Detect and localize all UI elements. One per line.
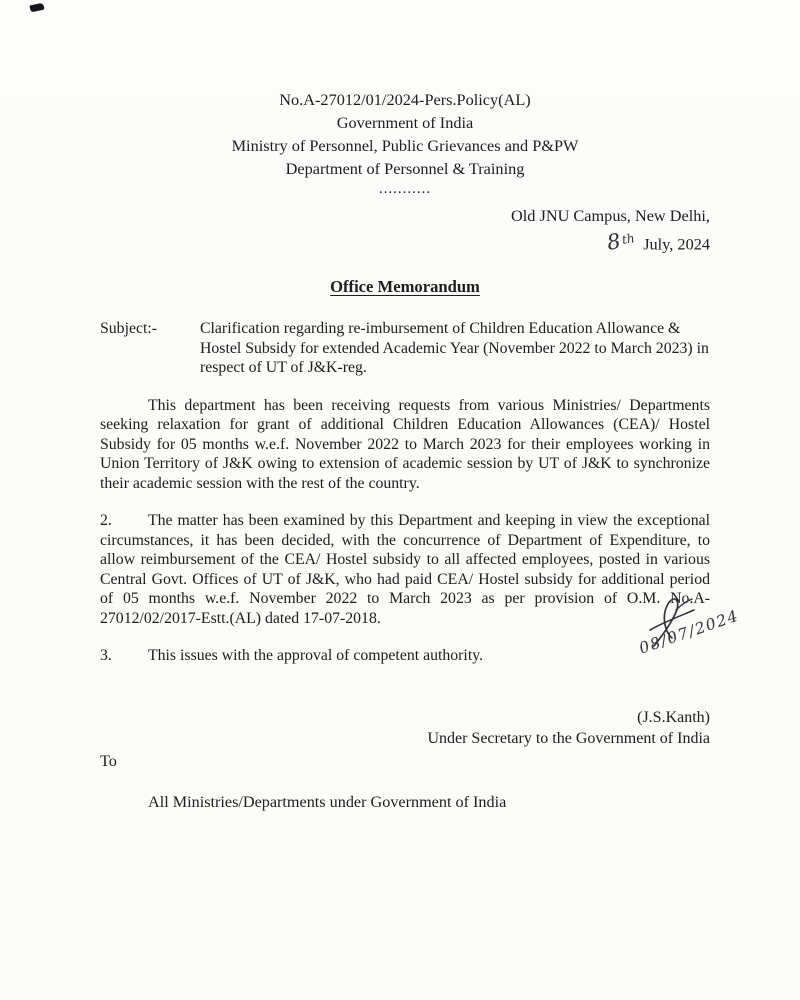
- date-text: July, 2024: [643, 234, 710, 254]
- recipient-line: All Ministries/Departments under Government of India: [148, 793, 507, 812]
- paragraph-1: This department has been receiving requests from various Ministries/ Departments seeking relaxation for grant of additional Children Education Allowances (CEA)/ Hostel Subsidy for 05 months w.e.f. November 2022 to March 2023 for their employees working in Union Territory of J&K owing to extension of academic session by UT of J&K to synchronize their academic session with the rest of the country.: [100, 396, 710, 492]
- document-title: Office Memorandum: [330, 277, 480, 297]
- org-department-line: Department of Personnel & Training: [285, 159, 525, 178]
- subject-text: Clarification regarding re-imbursement of Children Education Allowance & Hostel Subsidy for extended Academic Year (November 2022 to March 2023) in respect of UT of J&K-reg.: [200, 320, 709, 377]
- paragraph-3-number: 3.: [100, 647, 112, 665]
- handwritten-day-suffix: th: [620, 231, 636, 247]
- paragraph-2-text: The matter has been examined by this Department and keeping in view the exceptional circumstances, it has been decided, with the concurrence of Department of Expenditure, to allow reimbursement of the CEA/ Hostel subsidy to all affected employees, posted in various Central Govt. Offices of UT of J&K, who had paid CEA/ Hostel subsidy for additional period of 05 months w.e.f. November 2022 to March 2023 as per provision of O.M. No.A-27012/02/2017-Estt.(AL) dated 17-07-2018.: [100, 512, 710, 627]
- subject-label: Subject:-: [100, 320, 158, 338]
- subject-block: [100, 319, 710, 378]
- signature-block: [612, 592, 797, 677]
- paragraph-3-text: This issues with the approval of competent authority.: [148, 647, 484, 665]
- handwritten-day: 8: [605, 229, 623, 256]
- place-date-block: [100, 205, 710, 255]
- org-government-line: Government of India: [336, 113, 474, 132]
- org-ministry-line: Ministry of Personnel, Public Grievances and P&PW: [231, 136, 579, 155]
- scan-artifact: [29, 3, 44, 13]
- signatory-block: [100, 707, 710, 749]
- signatory-name: (J.S.Kanth): [637, 708, 710, 726]
- dotted-separator: ...........: [378, 181, 432, 197]
- reference-number: No.A-27012/01/2024-Pers.Policy(AL): [279, 90, 531, 109]
- to-label: To: [100, 751, 117, 770]
- handwritten-signature-date: 08/07/2024: [636, 606, 742, 658]
- date-line: [100, 228, 710, 255]
- signatory-title: Under Secretary to the Government of India: [427, 729, 710, 747]
- place-line: Old JNU Campus, New Delhi,: [511, 206, 710, 225]
- document-title-row: [100, 276, 710, 298]
- document-header: [100, 88, 710, 197]
- paragraph-2-number: 2.: [100, 512, 112, 530]
